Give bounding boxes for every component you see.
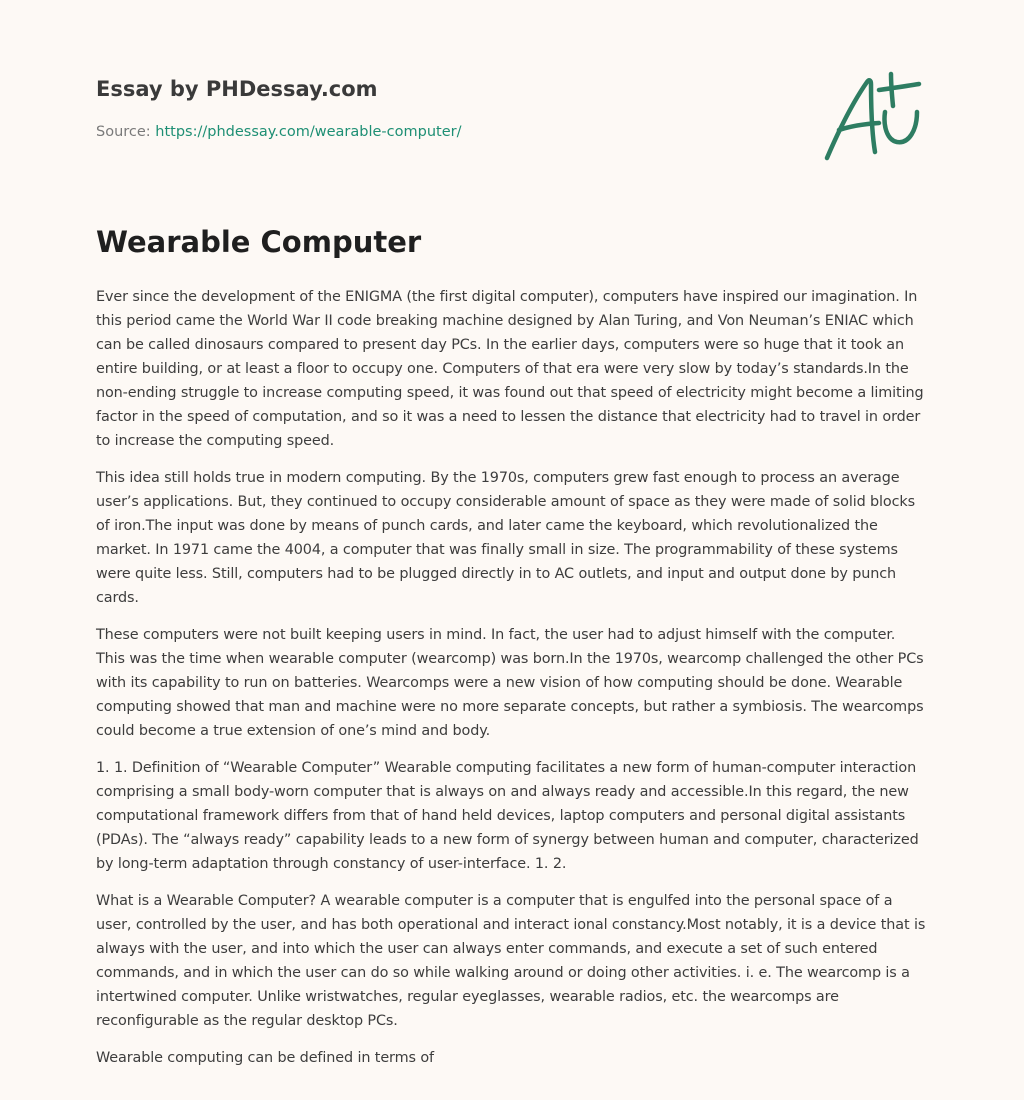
- source-line: [96, 124, 461, 140]
- essay-paragraph: These computers were not built keeping users in mind. In fact, the user had to adjust himself with the computer. This was the time when wearable computer (wearcomp) was born.In the 1970s, wearcomp challenged the other PCs with its capability to run on batteries. Wearcomps were a new vision of how computing should be done. Wearable computing showed that man and machine were no more separate concepts, but rather a symbiosis. The wearcomps could become a true extension of one’s mind and body.: [96, 627, 924, 739]
- essay-paragraph: This idea still holds true in modern computing. By the 1970s, computers grew fast enough to process an average user’s applications. But, they continued to occupy considerable amount of space as they were made of solid blocks of iron.The input was done by means of punch cards, and later came the keyboard, which revolutionalized the market. In 1971 came the 4004, a computer that was finally small in size. The programmability of these systems were quite less. Still, computers had to be plugged directly in to AC outlets, and input and output done by punch cards.: [96, 470, 916, 606]
- source-link[interactable]: https://phdessay.com/wearable-computer/: [155, 124, 462, 140]
- a-plus-logo-icon: [821, 68, 926, 164]
- essay-paragraph: Ever since the development of the ENIGMA (the first digital computer), computers have inspired our imagination. In this period came the World War II code breaking machine designed by Alan Turing, and Von Neuman’s ENIAC which can be called dinosaurs compared to present day PCs. In the earlier days, computers were so huge that it took an entire building, or at least a floor to occupy one. Computers of that era were very slow by today’s standards.In the non-ending struggle to increase computing speed, it was found out that speed of electricity might become a limiting factor in the speed of computation, and so it was a need to lessen the distance that electricity had to travel in order to increase the computing speed.: [96, 289, 924, 449]
- site-title: Essay by PHDessay.com: [96, 77, 378, 101]
- essay-paragraph: Wearable computing can be defined in terms of: [96, 1050, 434, 1066]
- essay-body: [96, 285, 928, 1083]
- essay-title: Wearable Computer: [96, 225, 422, 259]
- source-label: Source:: [96, 124, 156, 140]
- essay-paragraph: What is a Wearable Computer? A wearable computer is a computer that is engulfed into the personal space of a user, controlled by the user, and has both operational and interact ional constancy.Most notably, it is a device that is always with the user, and into which the user can always enter commands, and execute a set of such entered commands, and in which the user can do so while walking around or doing other activities. i. e. The wearcomp is a intertwined computer. Unlike wristwatches, regular eyeglasses, wearable radios, etc. the wearcomps are reconfigurable as the regular desktop PCs.: [96, 893, 926, 1029]
- essay-paragraph: 1. 1. Definition of “Wearable Computer” Wearable computing facilitates a new form of human-computer interaction comprising a small body-worn computer that is always on and always ready and accessible.In this regard, the new computational framework differs from that of hand held devices, laptop computers and personal digital assistants (PDAs). The “always ready” capability leads to a new form of synergy between human and computer, characterized by long-term adaptation through constancy of user-interface. 1. 2.: [96, 760, 919, 872]
